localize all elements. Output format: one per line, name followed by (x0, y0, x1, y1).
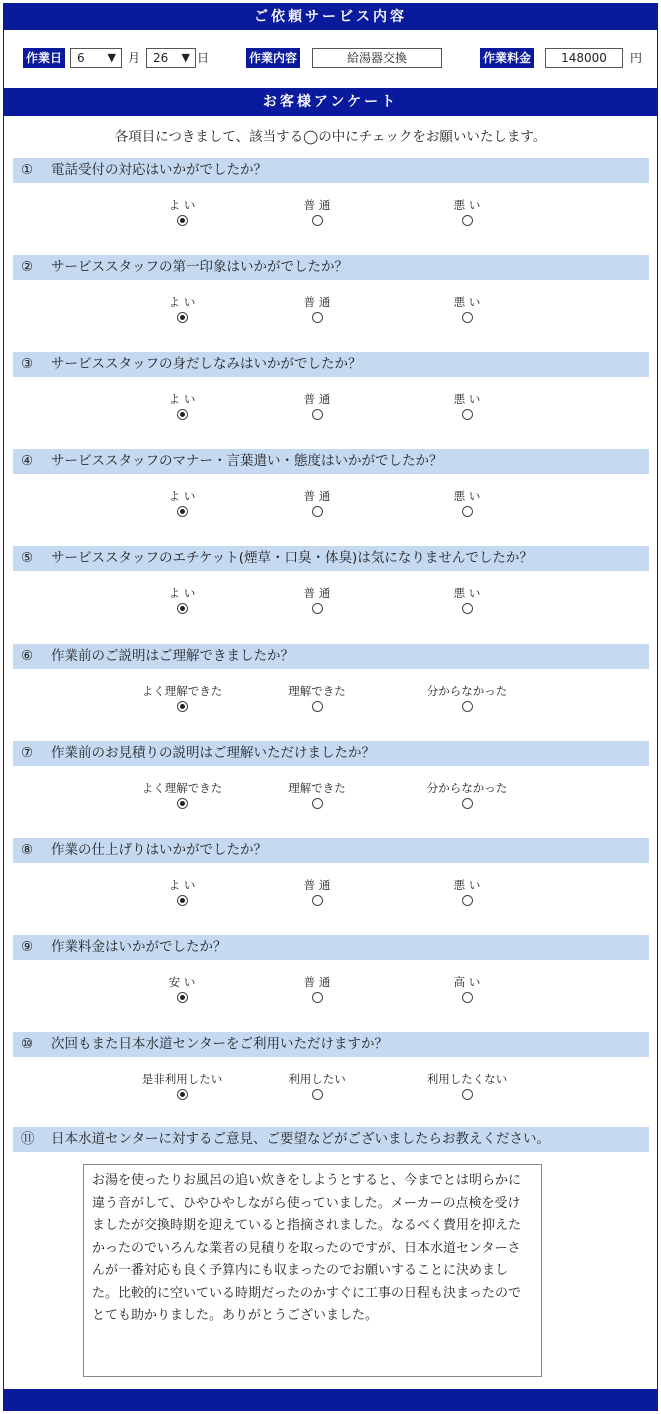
service-title-bar: ご依頼サービス内容 (4, 4, 657, 30)
comment-question-bar (13, 1127, 649, 1152)
option-label: 普 通 (303, 392, 331, 406)
option-item[interactable] (257, 877, 377, 906)
radio-button[interactable] (312, 895, 323, 906)
question-bar (13, 546, 649, 571)
option-label: 利用したくない (426, 1072, 508, 1086)
option-label: 安 い (168, 975, 196, 989)
radio-button[interactable] (462, 1089, 473, 1100)
option-item[interactable] (407, 391, 527, 420)
option-item[interactable] (122, 1071, 242, 1100)
option-label: 是非利用したい (141, 1072, 223, 1086)
radio-button-checked[interactable] (177, 701, 188, 712)
radio-button-checked[interactable] (177, 1089, 188, 1100)
question-text: 電話受付の対応はいかがでしたか？ (51, 162, 267, 178)
option-item[interactable] (257, 780, 377, 809)
radio-button[interactable] (462, 506, 473, 517)
radio-button[interactable] (462, 992, 473, 1003)
radio-button-checked[interactable] (177, 312, 188, 323)
radio-button[interactable] (462, 312, 473, 323)
option-label: 悪 い (453, 586, 481, 600)
question-text: サービススタッフの身だしなみはいかがでしたか？ (51, 356, 362, 372)
radio-button[interactable] (312, 312, 323, 323)
option-item[interactable] (122, 877, 242, 906)
day-value: 26 (153, 51, 169, 65)
question-text: 作業の仕上げりはいかがでしたか？ (51, 842, 267, 858)
question-bar (13, 158, 649, 183)
day-select[interactable] (146, 48, 196, 68)
question-bar (13, 935, 649, 960)
radio-button-checked[interactable] (177, 992, 188, 1003)
work-content-label: 作業内容 (246, 48, 300, 68)
question-text: 日本水道センターに対するご意見、ご要望などがございましたらお教えください。 (51, 1131, 550, 1147)
question-text: サービススタッフのエチケット(煙草・口臭・体臭)は気になりませんでしたか？ (51, 550, 533, 566)
work-content-field[interactable]: 給湯器交換 (312, 48, 442, 68)
option-item[interactable] (407, 294, 527, 323)
option-item[interactable] (122, 294, 242, 323)
option-item[interactable] (122, 780, 242, 809)
option-label: 普 通 (303, 586, 331, 600)
radio-button[interactable] (462, 701, 473, 712)
comment-textarea[interactable]: お湯を使ったりお風呂の追い炊きをしようとすると、今までとは明らかに違う音がして、ひやひやしながら使っていました。メーカーの点検を受けましたが交換時期を迎えていると指摘されました。なるべく費用を抑えたかったのでいろんな業者の見積りを取ったのですが、日本水道センターさんが一番対応も良く予算内にも収まったのでお願いすることに決めました。比較的に空いている時期だったのかすぐに工事の日程も決まったのでとても助かりました。ありがとうございました。 (83, 1164, 542, 1377)
option-item[interactable] (257, 974, 377, 1003)
option-item[interactable] (122, 585, 242, 614)
option-item[interactable] (122, 197, 242, 226)
option-label: 理解できた (288, 684, 346, 698)
option-label: 理解できた (288, 781, 346, 795)
option-label: 普 通 (303, 295, 331, 309)
option-label: 高 い (453, 975, 481, 989)
radio-button[interactable] (462, 895, 473, 906)
radio-button-checked[interactable] (177, 603, 188, 614)
option-label: 普 通 (303, 198, 331, 212)
question-text: サービススタッフのマナー・言葉遣い・態度はいかがでしたか？ (51, 453, 443, 469)
option-label: 普 通 (303, 489, 331, 503)
question-number: ⑧ (21, 842, 34, 858)
survey-form (3, 3, 658, 1411)
question-text: 作業前のお見積りの説明はご理解いただけましたか？ (51, 745, 375, 761)
question-bar (13, 449, 649, 474)
option-item[interactable] (257, 585, 377, 614)
month-unit: 月 (128, 51, 141, 65)
survey-instruction: 各項目につきまして、該当する◯の中にチェックをお願いいたします。 (114, 129, 547, 145)
question-number: ⑨ (21, 939, 34, 955)
option-item[interactable] (122, 391, 242, 420)
option-label: 悪 い (453, 878, 481, 892)
radio-button[interactable] (462, 603, 473, 614)
option-item[interactable] (257, 1071, 377, 1100)
work-fee-field[interactable]: 148000 (545, 48, 623, 68)
question-text: 作業前のご説明はご理解できましたか？ (51, 648, 294, 664)
radio-button[interactable] (462, 798, 473, 809)
radio-button-checked[interactable] (177, 798, 188, 809)
question-number: ④ (21, 453, 34, 469)
question-bar (13, 741, 649, 766)
question-bar (13, 1032, 649, 1057)
option-item[interactable] (122, 974, 242, 1003)
footer-bar (4, 1389, 657, 1411)
option-item[interactable] (257, 391, 377, 420)
question-bar (13, 838, 649, 863)
month-select[interactable] (70, 48, 122, 68)
work-fee-label: 作業料金 (480, 48, 534, 68)
option-label: 悪 い (453, 392, 481, 406)
question-number: ⑥ (21, 648, 34, 664)
question-text: 次回もまた日本水道センターをご利用いただけますか？ (51, 1036, 388, 1052)
option-item[interactable] (257, 683, 377, 712)
option-label: よく理解できた (141, 684, 223, 698)
radio-button[interactable] (312, 701, 323, 712)
question-number: ① (21, 162, 34, 178)
question-number: ③ (21, 356, 34, 372)
radio-button[interactable] (312, 215, 323, 226)
option-label: 分からなかった (426, 781, 508, 795)
option-item[interactable] (407, 197, 527, 226)
question-number: ② (21, 259, 34, 275)
work-date-label: 作業日 (23, 48, 65, 68)
question-number: ⑦ (21, 745, 34, 761)
radio-button[interactable] (312, 409, 323, 420)
option-item[interactable] (257, 197, 377, 226)
radio-button-checked[interactable] (177, 409, 188, 420)
question-number: ⑪ (21, 1131, 35, 1147)
radio-button[interactable] (462, 215, 473, 226)
option-label: よ い (168, 586, 196, 600)
option-label: 悪 い (453, 489, 481, 503)
option-label: 利用したい (288, 1072, 346, 1086)
question-bar (13, 255, 649, 280)
chevron-down-icon: ▼ (181, 51, 190, 64)
question-text: 作業料金はいかがでしたか？ (51, 939, 227, 955)
option-item[interactable] (257, 294, 377, 323)
option-item[interactable] (407, 780, 527, 809)
radio-button[interactable] (462, 409, 473, 420)
question-bar (13, 352, 649, 377)
option-label: 悪 い (453, 295, 481, 309)
option-item[interactable] (407, 1071, 527, 1100)
option-item[interactable] (257, 488, 377, 517)
fee-unit: 円 (630, 51, 643, 65)
question-text: サービススタッフの第一印象はいかがでしたか？ (51, 259, 348, 275)
radio-button[interactable] (312, 603, 323, 614)
radio-button[interactable] (312, 798, 323, 809)
option-item[interactable] (407, 585, 527, 614)
radio-button[interactable] (312, 1089, 323, 1100)
option-label: 分からなかった (426, 684, 508, 698)
option-item[interactable] (407, 877, 527, 906)
option-label: 普 通 (303, 975, 331, 989)
option-item[interactable] (407, 488, 527, 517)
radio-button-checked[interactable] (177, 215, 188, 226)
question-number: ⑤ (21, 550, 34, 566)
radio-button[interactable] (312, 506, 323, 517)
option-label: よ い (168, 878, 196, 892)
option-label: よ い (168, 392, 196, 406)
month-value: 6 (77, 51, 85, 65)
radio-button[interactable] (312, 992, 323, 1003)
option-item[interactable] (407, 974, 527, 1003)
day-unit: 日 (197, 51, 210, 65)
chevron-down-icon: ▼ (107, 51, 116, 64)
question-number: ⑩ (21, 1036, 34, 1052)
option-label: よく理解できた (141, 781, 223, 795)
radio-button-checked[interactable] (177, 506, 188, 517)
survey-title-bar: お客様アンケート (4, 88, 657, 116)
question-bar (13, 644, 649, 669)
option-label: よ い (168, 489, 196, 503)
option-label: 悪 い (453, 198, 481, 212)
radio-button-checked[interactable] (177, 895, 188, 906)
option-label: よ い (168, 295, 196, 309)
option-item[interactable] (122, 683, 242, 712)
option-label: 普 通 (303, 878, 331, 892)
option-item[interactable] (122, 488, 242, 517)
option-item[interactable] (407, 683, 527, 712)
option-label: よ い (168, 198, 196, 212)
